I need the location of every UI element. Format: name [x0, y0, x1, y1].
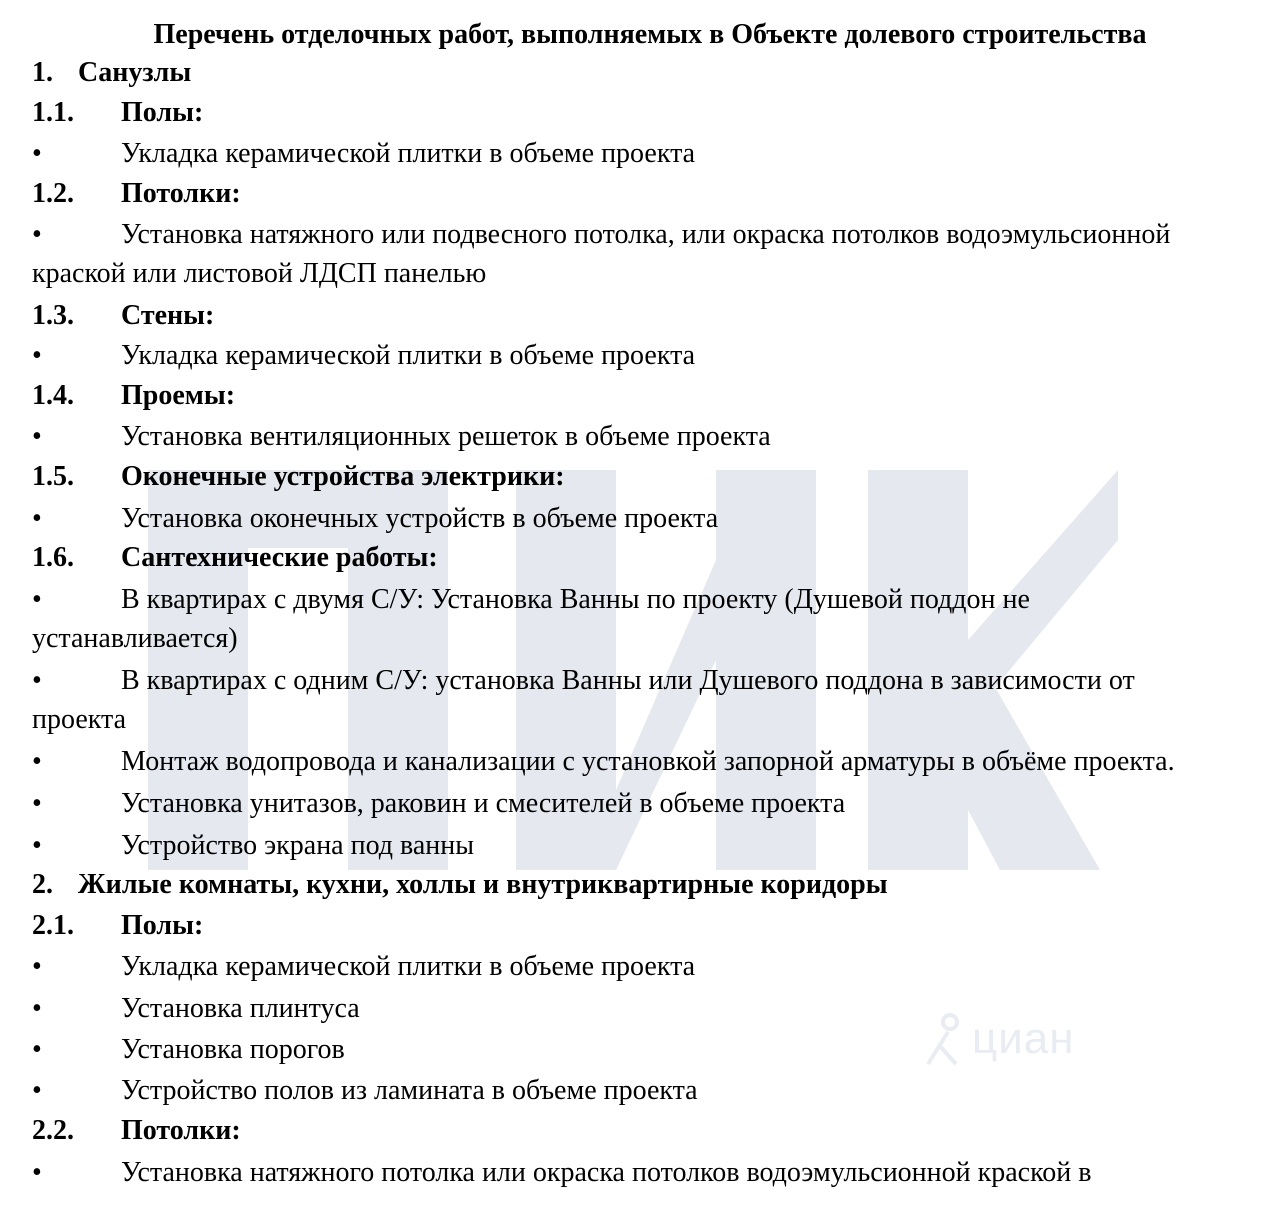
list-item: [32, 948, 1262, 986]
list-item: [32, 216, 1262, 254]
subsection-heading: [32, 1112, 1262, 1150]
bullet-icon: •: [32, 1034, 42, 1065]
subsection-number: 1.1.: [32, 97, 74, 128]
list-item: [32, 135, 1262, 173]
list-item-text: Устройство экрана под ванны: [121, 830, 475, 861]
document-title: Перечень отделочных работ, выполняемых в Объекте долевого строительства: [153, 19, 1147, 50]
bullet-icon: •: [32, 584, 42, 615]
subsection-heading: [32, 297, 1262, 335]
list-item-text: Монтаж водопровода и канализации с установкой запорной арматуры в объёме проекта.: [121, 746, 1175, 777]
list-item-text: Укладка керамической плитки в объеме проекта: [121, 951, 696, 982]
subsection-heading: [32, 458, 1262, 496]
subsection-number: 1.6.: [32, 542, 74, 573]
section-number: 1.: [32, 57, 53, 88]
list-item-text: В квартирах с двумя С/У: Установка Ванны по проекту (Душевой поддон не: [121, 584, 1030, 615]
subsection-number: 1.4.: [32, 380, 74, 411]
bullet-icon: •: [32, 993, 42, 1024]
section-heading: [32, 866, 1262, 904]
list-item: [32, 418, 1262, 456]
section-title: Санузлы: [78, 57, 192, 88]
bullet-icon: •: [32, 421, 42, 452]
subsection-heading: [32, 94, 1262, 132]
list-item-text: В квартирах с одним С/У: установка Ванны или Душевого поддона в зависимости от: [121, 665, 1135, 696]
list-item-text: Установка порогов: [121, 1034, 345, 1065]
subsection-title: Полы:: [121, 910, 204, 941]
list-item: [32, 990, 1262, 1028]
list-item: [32, 581, 1262, 619]
list-item: [32, 337, 1262, 375]
list-item: [32, 785, 1262, 823]
bullet-icon: •: [32, 951, 42, 982]
bullet-icon: •: [32, 830, 42, 861]
subsection-title: Сантехнические работы:: [121, 542, 438, 573]
bullet-icon: •: [32, 340, 42, 371]
cian-watermark-text: циан: [972, 1014, 1075, 1063]
bullet-icon: •: [32, 1075, 42, 1106]
subsection-title: Стены:: [121, 300, 215, 331]
subsection-number: 2.1.: [32, 910, 74, 941]
bullet-icon: •: [32, 219, 42, 250]
bullet-icon: •: [32, 788, 42, 819]
list-item: [32, 1072, 1262, 1110]
list-item-text: Установка натяжного или подвесного потолка, или окраска потолков водоэмульсионной: [121, 219, 1171, 250]
list-item-text: Установка унитазов, раковин и смесителей в объеме проекта: [121, 788, 846, 819]
subsection-title: Оконечные устройства электрики:: [121, 461, 565, 492]
subsection-title: Полы:: [121, 97, 204, 128]
bullet-icon: •: [32, 746, 42, 777]
subsection-number: 1.2.: [32, 178, 74, 209]
list-item-continuation: краской или листовой ЛДСП панелью: [32, 258, 487, 289]
subsection-heading: [32, 377, 1262, 415]
list-item: [32, 1031, 1262, 1069]
subsection-title: Потолки:: [121, 1115, 241, 1146]
subsection-number: 2.2.: [32, 1115, 74, 1146]
list-item-continuation: проекта: [32, 704, 126, 735]
subsection-number: 1.5.: [32, 461, 74, 492]
list-item: [32, 1154, 1262, 1192]
subsection-number: 1.3.: [32, 300, 74, 331]
subsection-heading: [32, 175, 1262, 213]
list-item: [32, 500, 1262, 538]
list-item-text: Установка плинтуса: [121, 993, 360, 1024]
list-item: [32, 662, 1262, 700]
list-item-text: Установка вентиляционных решеток в объеме проекта: [121, 421, 771, 452]
list-item-text: Установка натяжного потолка или окраска потолков водоэмульсионной краской в: [121, 1157, 1092, 1188]
list-item-text: Установка оконечных устройств в объеме проекта: [121, 503, 719, 534]
list-item-text: Укладка керамической плитки в объеме проекта: [121, 138, 696, 169]
bullet-icon: •: [32, 138, 42, 169]
bullet-icon: •: [32, 503, 42, 534]
subsection-heading: [32, 907, 1262, 945]
list-item-continuation: устанавливается): [32, 623, 238, 654]
subsection-title: Потолки:: [121, 178, 241, 209]
list-item-text: Укладка керамической плитки в объеме проекта: [121, 340, 696, 371]
subsection-heading: [32, 539, 1262, 577]
subsection-title: Проемы:: [121, 380, 236, 411]
list-item: [32, 743, 1262, 781]
section-number: 2.: [32, 869, 53, 900]
section-title: Жилые комнаты, кухни, холлы и внутриквартирные коридоры: [78, 869, 888, 900]
section-heading: [32, 54, 1262, 92]
bullet-icon: •: [32, 665, 42, 696]
list-item-text: Устройство полов из ламината в объеме проекта: [121, 1075, 698, 1106]
list-item: [32, 827, 1262, 865]
bullet-icon: •: [32, 1157, 42, 1188]
